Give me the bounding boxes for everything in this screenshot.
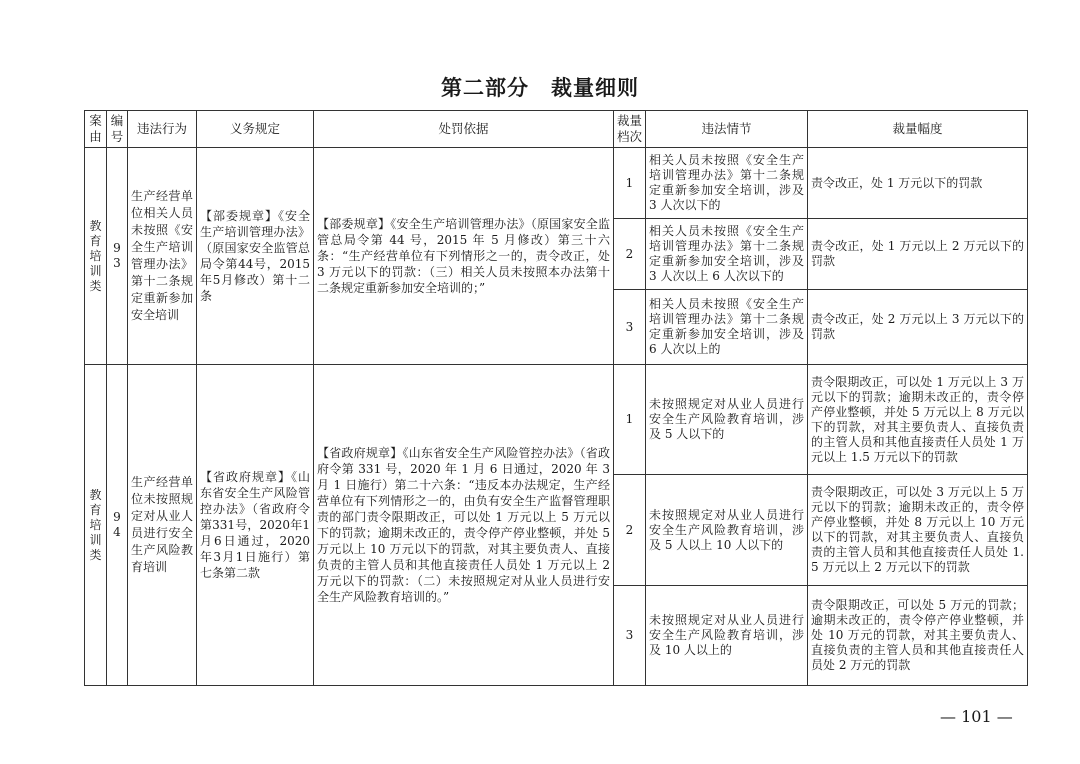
- page-number: — 101 —: [940, 707, 1013, 726]
- case-cell: 教育培训类: [85, 148, 107, 365]
- header-case: 案由: [85, 111, 107, 148]
- ruling-table: [84, 110, 1028, 686]
- header-basis: 处罚依据: [314, 111, 614, 148]
- grade-cell: 2: [614, 219, 646, 290]
- circumstance-cell: 相关人员未按照《安全生产培训管理办法》第十二条规定重新参加安全培训，涉及 3 人次以下的: [646, 148, 808, 219]
- grade-cell: 1: [614, 148, 646, 219]
- header-grade: 裁量档次: [614, 111, 646, 148]
- grade-cell: 2: [614, 475, 646, 586]
- range-cell: 责令改正，处 2 万元以上 3 万元以下的罚款: [808, 290, 1028, 365]
- basis-cell: 【部委规章】《安全生产培训管理办法》（原国家安全监管总局令第 44 号，2015 年 5 月修改）第三十六条：“生产经营单位有下列情形之一的，责令改正，处 3 万元以下的罚款：（三）相关人员未按照本办法第十二条规定重新参加安全培训的；”: [314, 148, 614, 365]
- violation-cell: 生产经营单位相关人员未按照《安全生产培训管理办法》第十二条规定重新参加安全培训: [128, 148, 197, 365]
- circumstance-cell: 未按照规定对从业人员进行安全生产风险教育培训，涉及 5 人以上 10 人以下的: [646, 475, 808, 586]
- circumstance-cell: 未按照规定对从业人员进行安全生产风险教育培训，涉及 10 人以上的: [646, 586, 808, 686]
- number-cell: 94: [107, 365, 128, 686]
- grade-cell: 3: [614, 290, 646, 365]
- basis-cell: 【省政府规章】《山东省安全生产风险管控办法》（省政府令第 331 号，2020 年 1 月 6 日通过，2020 年 3 月 1 日施行）第二十六条：“违反本办法规定，生产经营单位有下列情形之一的，由负有安全生产监督管理职责的部门责令限期改正，可以处 1 万元以上 5 万元以下的罚款；逾期未改正的，责令停产停业整顿，并处 5 万元以上 10 万元以下的罚款，对其主要负责人、直接负责的主管人员和其他直接责任人员处 1 万元以上 2 万元以下的罚款：（二）未按照规定对从业人员进行安全生产风险教育培训的。”: [314, 365, 614, 686]
- table-row: [85, 365, 1028, 475]
- obligation-cell: 【省政府规章】《山东省安全生产风险管控办法》（省政府令第331号，2020年1月6日通过，2020年3月1日施行）第七条第二款: [197, 365, 314, 686]
- range-cell: 责令限期改正，可以处 5 万元的罚款；逾期未改正的，责令停产停业整顿，并处 10 万元的罚款，对其主要负责人、直接负责的主管人员和其他直接责任人员处 2 万元的罚款: [808, 586, 1028, 686]
- table-row: [85, 148, 1028, 219]
- circumstance-cell: 相关人员未按照《安全生产培训管理办法》第十二条规定重新参加安全培训，涉及 6 人次以上的: [646, 290, 808, 365]
- range-cell: 责令限期改正，可以处 3 万元以上 5 万元以下的罚款；逾期未改正的，责令停产停业整顿，并处 8 万元以上 10 万元以下的罚款，对其主要负责人、直接负责的主管人员和其他直接责任人员处 1.5 万元以上 2 万元以下的罚款: [808, 475, 1028, 586]
- grade-cell: 1: [614, 365, 646, 475]
- range-cell: 责令改正，处 1 万元以下的罚款: [808, 148, 1028, 219]
- header-row: [85, 111, 1028, 148]
- case-cell: 教育培训类: [85, 365, 107, 686]
- header-circumstance: 违法情节: [646, 111, 808, 148]
- page-title: 第二部分 裁量细则: [441, 75, 639, 100]
- grade-cell: 3: [614, 586, 646, 686]
- header-number: 编号: [107, 111, 128, 148]
- number-cell: 93: [107, 148, 128, 365]
- header-violation: 违法行为: [128, 111, 197, 148]
- header-range: 裁量幅度: [808, 111, 1028, 148]
- header-obligation: 义务规定: [197, 111, 314, 148]
- circumstance-cell: 未按照规定对从业人员进行安全生产风险教育培训，涉及 5 人以下的: [646, 365, 808, 475]
- circumstance-cell: 相关人员未按照《安全生产培训管理办法》第十二条规定重新参加安全培训，涉及 3 人次以上 6 人次以下的: [646, 219, 808, 290]
- range-cell: 责令改正，处 1 万元以上 2 万元以下的罚款: [808, 219, 1028, 290]
- obligation-cell: 【部委规章】《安全生产培训管理办法》（原国家安全监管总局令第44号，2015年5月修改）第十二条: [197, 148, 314, 365]
- violation-cell: 生产经营单位未按照规定对从业人员进行安全生产风险教育培训: [128, 365, 197, 686]
- range-cell: 责令限期改正，可以处 1 万元以上 3 万元以下的罚款；逾期未改正的，责令停产停业整顿，并处 5 万元以上 8 万元以下的罚款，对其主要负责人、直接负责的主管人员和其他直接责任人员处 1 万元以上 1.5 万元以下的罚款: [808, 365, 1028, 475]
